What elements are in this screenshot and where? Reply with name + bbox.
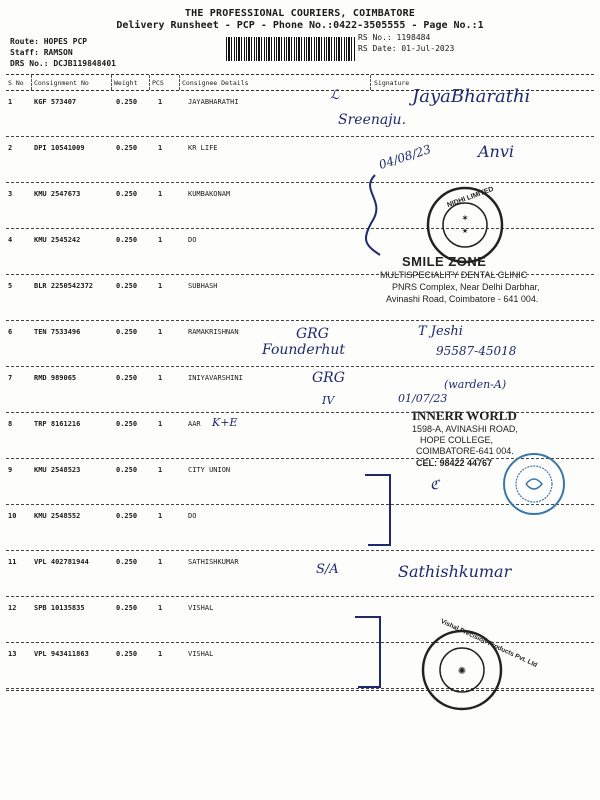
handwritten-date: 01/07/23 bbox=[398, 392, 448, 405]
row-pcs: 1 bbox=[158, 328, 163, 336]
row-weight: 0.250 bbox=[116, 512, 138, 520]
row-weight: 0.250 bbox=[116, 190, 138, 198]
document-title: THE PROFESSIONAL COURIERS, COIMBATORE bbox=[184, 8, 416, 19]
svg-text:★: ★ bbox=[461, 227, 469, 235]
row-separator bbox=[6, 596, 594, 597]
row-separator bbox=[6, 550, 594, 551]
table-row bbox=[6, 184, 594, 230]
handwritten-signature: Anvi bbox=[478, 142, 515, 161]
drs-value: DCJB119848401 bbox=[53, 59, 116, 68]
row-consignment: DPI 10541009 bbox=[34, 144, 85, 152]
handwritten-mark: ℒ bbox=[330, 88, 340, 103]
nidhi-seal-text: NIDHI LIMITED bbox=[446, 185, 495, 210]
row-consignment: VPL 402781944 bbox=[34, 558, 89, 566]
table-row bbox=[6, 598, 594, 644]
row-separator bbox=[6, 136, 594, 137]
col-divider bbox=[179, 75, 180, 90]
rs-date-line: RS Date: 01-Jul-2023 bbox=[358, 44, 455, 53]
row-weight: 0.250 bbox=[116, 466, 138, 474]
row-pcs: 1 bbox=[158, 98, 163, 106]
row-consignee: RAMAKRISHNAN bbox=[188, 328, 239, 336]
row-consignee: KR LIFE bbox=[188, 144, 218, 152]
col-header-consignment: Consignment No bbox=[34, 79, 89, 87]
row-pcs: 1 bbox=[158, 558, 163, 566]
staff-line: Staff: RAMSON bbox=[10, 48, 73, 57]
row-consignment: TRP 8161216 bbox=[34, 420, 81, 428]
handwritten-stroke bbox=[360, 470, 400, 550]
handwritten-text: IV bbox=[322, 394, 335, 407]
handwritten-mark: ℭ bbox=[430, 478, 440, 493]
header-top-rule bbox=[6, 74, 594, 75]
row-consignment: RMD 989065 bbox=[34, 374, 77, 382]
row-pcs: 1 bbox=[158, 144, 163, 152]
smilezone-line1: MULTISPECIALITY DENTAL CLINIC bbox=[380, 270, 528, 280]
smilezone-line2: PNRS Complex, Near Delhi Darbhar, bbox=[392, 282, 540, 292]
handwritten-text: K+E bbox=[212, 416, 238, 429]
innerr-line4: CEL: 98422 44767 bbox=[416, 458, 493, 468]
row-consignment: VPL 943411863 bbox=[34, 650, 89, 658]
row-consignment: SPB 10135835 bbox=[34, 604, 85, 612]
row-weight: 0.250 bbox=[116, 374, 138, 382]
row-consignment: KMU 2548523 bbox=[34, 466, 81, 474]
col-divider bbox=[31, 75, 32, 90]
row-consignee: JAYABHARATHI bbox=[188, 98, 239, 106]
row-weight: 0.250 bbox=[116, 282, 138, 290]
col-header-weight: Weight bbox=[114, 79, 138, 87]
row-sno: 5 bbox=[8, 282, 13, 290]
row-consignment: KMU 2548552 bbox=[34, 512, 81, 520]
row-separator bbox=[6, 366, 594, 367]
row-pcs: 1 bbox=[158, 466, 163, 474]
row-pcs: 1 bbox=[158, 190, 163, 198]
row-sno: 12 bbox=[8, 604, 17, 612]
row-consignee: KUMBAKONAM bbox=[188, 190, 231, 198]
handwritten-stroke bbox=[350, 612, 390, 692]
row-consignee: DO bbox=[188, 512, 197, 520]
row-pcs: 1 bbox=[158, 374, 163, 382]
row-pcs: 1 bbox=[158, 604, 163, 612]
row-consignee: SUBHASH bbox=[188, 282, 218, 290]
handwritten-signature: Sathishkumar bbox=[398, 562, 512, 581]
row-consignee: INIYAVARSHINI bbox=[188, 374, 243, 382]
drs-line: DRS No.: DCJB119848401 bbox=[10, 59, 116, 68]
row-sno: 6 bbox=[8, 328, 13, 336]
handwritten-signature: Sreenaju. bbox=[338, 112, 407, 128]
row-separator bbox=[6, 228, 594, 229]
row-weight: 0.250 bbox=[116, 604, 138, 612]
row-consignee: CITY UNION bbox=[188, 466, 231, 474]
barcode bbox=[226, 37, 356, 61]
row-separator bbox=[6, 320, 594, 321]
handwritten-phone: 95587-45018 bbox=[436, 344, 517, 358]
col-divider bbox=[370, 75, 371, 90]
row-pcs: 1 bbox=[158, 420, 163, 428]
col-header-signature: Signature bbox=[374, 79, 410, 87]
row-pcs: 1 bbox=[158, 282, 163, 290]
handwritten-text: Founderhut bbox=[262, 342, 346, 358]
row-consignee: SATHISHKUMAR bbox=[188, 558, 239, 566]
staff-value: RAMSON bbox=[43, 48, 73, 57]
svg-text:✺: ✺ bbox=[457, 666, 467, 677]
handwritten-text: GRG bbox=[312, 370, 345, 386]
row-pcs: 1 bbox=[158, 650, 163, 658]
row-weight: 0.250 bbox=[116, 650, 138, 658]
row-weight: 0.250 bbox=[116, 236, 138, 244]
row-weight: 0.250 bbox=[116, 420, 138, 428]
row-sno: 9 bbox=[8, 466, 13, 474]
col-divider bbox=[149, 75, 150, 90]
row-separator bbox=[6, 642, 594, 643]
row-pcs: 1 bbox=[158, 236, 163, 244]
row-sno: 10 bbox=[8, 512, 17, 520]
route-line: Route: HOPES PCP bbox=[10, 37, 88, 46]
row-consignment: BLR 2250542372 bbox=[34, 282, 94, 290]
col-header-sno: S No bbox=[8, 79, 24, 87]
row-sno: 1 bbox=[8, 98, 13, 106]
handwritten-stroke bbox=[355, 170, 395, 260]
row-pcs: 1 bbox=[158, 512, 163, 520]
row-consignee: VISHAL bbox=[188, 604, 214, 612]
row-sno: 4 bbox=[8, 236, 13, 244]
row-consignment: KMU 2547673 bbox=[34, 190, 81, 198]
row-weight: 0.250 bbox=[116, 144, 138, 152]
handwritten-text: S/A bbox=[316, 562, 339, 577]
row-consignment: KGF 573407 bbox=[34, 98, 77, 106]
smilezone-name: SMILE ZONE bbox=[402, 254, 487, 269]
row-sno: 13 bbox=[8, 650, 17, 658]
rs-no-line: RS No.: 1198484 bbox=[358, 33, 431, 42]
row-sno: 2 bbox=[8, 144, 13, 152]
col-header-consignee: Consignee Details bbox=[182, 79, 249, 87]
route-value: HOPES PCP bbox=[43, 37, 88, 46]
row-consignment: KMU 2545242 bbox=[34, 236, 81, 244]
row-separator bbox=[6, 688, 594, 689]
row-sno: 8 bbox=[8, 420, 13, 428]
rs-no-value: 1198484 bbox=[396, 33, 431, 42]
handwritten-text: GRG bbox=[296, 326, 329, 342]
row-weight: 0.250 bbox=[116, 328, 138, 336]
innerr-line1: 1598-A, AVINASHI ROAD, bbox=[412, 424, 518, 434]
row-weight: 0.250 bbox=[116, 558, 138, 566]
handwritten-date: 04/08/23 bbox=[377, 142, 433, 172]
innerr-line3: COIMBATORE-641 004. bbox=[416, 446, 514, 456]
row-separator bbox=[6, 182, 594, 183]
row-consignment: TEN 7533496 bbox=[34, 328, 81, 336]
round-seal bbox=[500, 448, 568, 520]
footer-rule bbox=[6, 690, 594, 691]
row-sno: 11 bbox=[8, 558, 17, 566]
handwritten-text: T Jeshi bbox=[418, 324, 463, 339]
vishal-seal-text: Vishal Precision Products Pvt. Ltd bbox=[439, 617, 539, 670]
handwritten-text: (warden-A) bbox=[444, 378, 507, 391]
document-subtitle: Delivery Runsheet - PCP - Phone No.:0422-3505555 - Page No.:1 bbox=[116, 20, 484, 31]
rs-date-value: 01-Jul-2023 bbox=[401, 44, 455, 53]
innerr-line2: HOPE COLLEGE, bbox=[420, 435, 494, 445]
row-weight: 0.250 bbox=[116, 98, 138, 106]
smilezone-line3: Avinashi Road, Coimbatore - 641 004. bbox=[386, 294, 539, 304]
row-consignee: AAR bbox=[188, 420, 201, 428]
row-sno: 3 bbox=[8, 190, 13, 198]
col-header-pcs: PCS bbox=[152, 79, 164, 87]
innerr-name: INNERR WORLD bbox=[412, 408, 517, 423]
svg-text:✶: ✶ bbox=[461, 214, 469, 224]
col-divider bbox=[111, 75, 112, 90]
row-sno: 7 bbox=[8, 374, 13, 382]
handwritten-signature: JayaBharathi bbox=[412, 86, 531, 107]
row-consignee: VISHAL bbox=[188, 650, 214, 658]
row-consignee: DO bbox=[188, 236, 197, 244]
